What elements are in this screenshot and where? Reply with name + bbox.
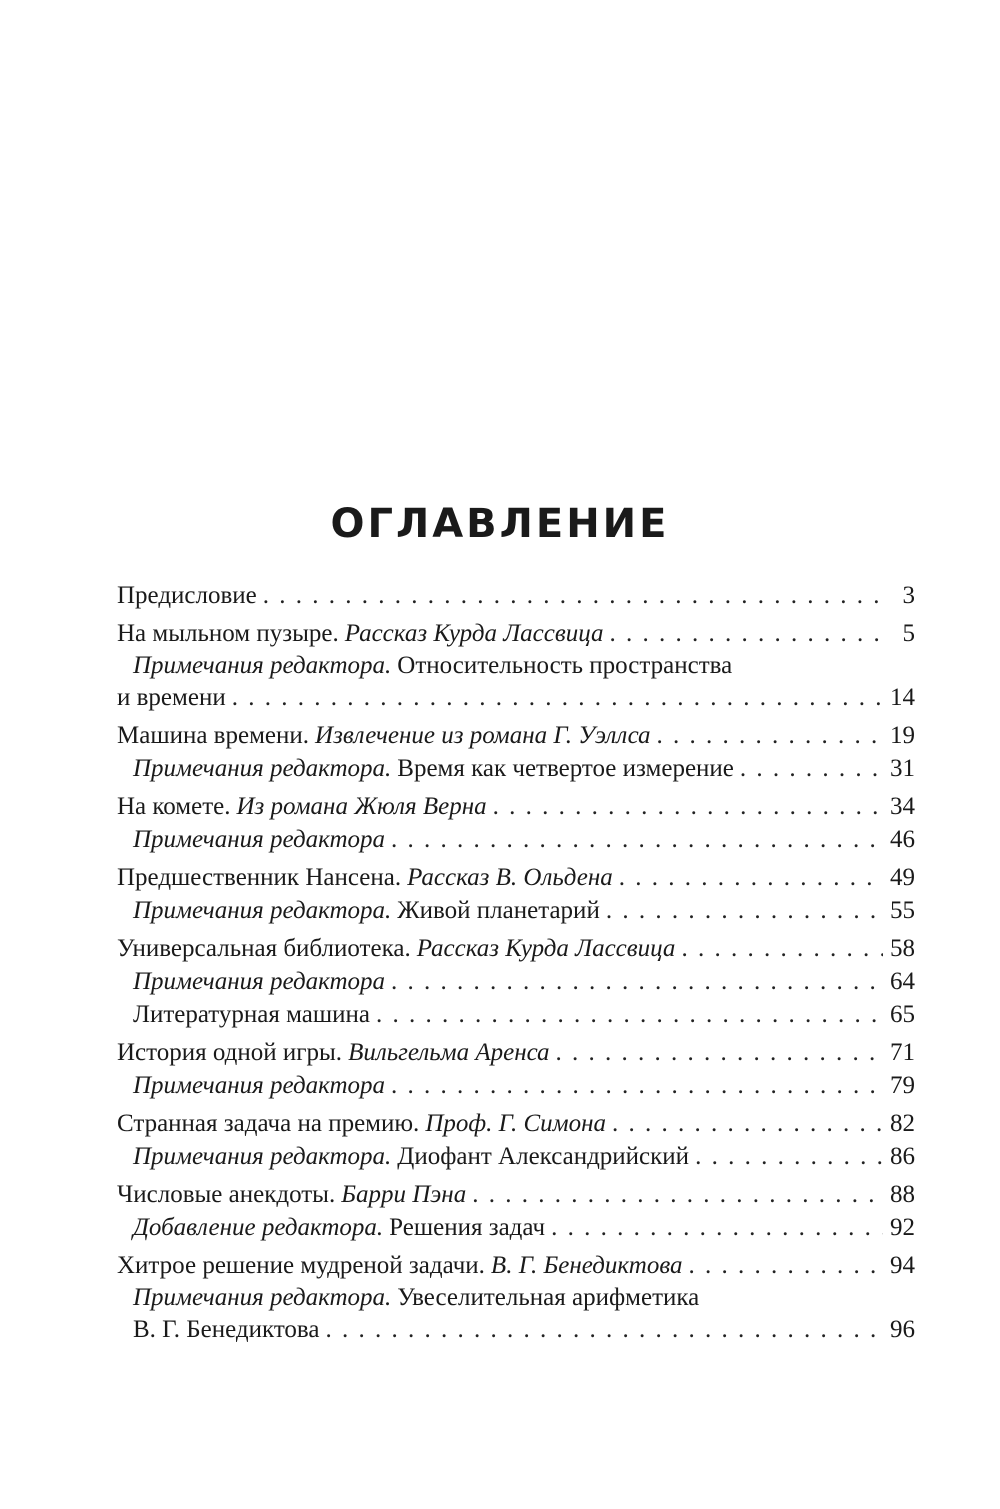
toc-entry-title: Числовые анекдоты. [117,1181,336,1208]
toc-entry-author: Рассказ Курда Лассвица [344,620,604,647]
dot-leader [391,1069,883,1102]
dot-leader [391,965,883,998]
dot-leader [681,932,883,965]
page-number: 71 [890,1039,915,1066]
toc-entry-continuation: и времени [117,684,226,711]
toc-entry-label: Примечания редактора. [133,755,392,782]
page-number: 88 [890,1181,915,1208]
toc-entry-author: Извлечение из романа Г. Уэллса [315,722,651,749]
dot-leader [391,823,883,856]
page-number: 34 [890,793,915,820]
dot-leader [326,1314,884,1346]
toc-entry-label: Примечания редактора [133,968,386,995]
toc-entry-continuation: В. Г. Бенедиктова [133,1316,320,1343]
page-number: 79 [890,1072,915,1099]
dot-leader [556,1036,883,1069]
toc-entry-text: Литературная машина [133,1001,370,1028]
toc-entry-label: Примечания редактора. [133,652,392,679]
toc-entry-note[interactable] [117,1211,915,1244]
page-number: 82 [890,1110,915,1137]
toc-entry-label: Примечания редактора. [133,897,392,924]
page-number: 46 [890,826,915,853]
toc-entry-text: Относительность пространства [397,652,733,679]
toc-entry-chapter[interactable] [117,1249,915,1282]
toc-entry-title: Универсальная библиотека. [117,935,411,962]
toc-entry-title: Предисловие [117,582,257,609]
toc-entry-label: Примечания редактора. [133,1143,392,1170]
toc-entry-title: Машина времени. [117,722,310,749]
toc-entry-chapter[interactable] [117,1178,915,1211]
toc-entry-text: Живой планетарий [397,897,600,924]
page-title: ОГЛАВЛЕНИЕ [330,501,670,547]
dot-leader [606,894,883,927]
toc-entry-label: Примечания редактора [133,826,386,853]
toc-entry-author: В. Г. Бенедиктова [490,1252,683,1279]
page-number: 92 [890,1214,915,1241]
page-number: 65 [890,1001,915,1028]
toc-entry-text: Увеселительная арифметика [397,1284,700,1311]
dot-leader [263,579,883,612]
page-number: 96 [890,1316,915,1343]
toc-entry-author: Барри Пэна [341,1181,467,1208]
page-number: 3 [902,582,915,609]
dot-leader [657,719,883,752]
toc-entry-preface[interactable] [117,579,915,612]
toc-entry-note[interactable] [117,894,915,927]
toc-entry-chapter[interactable] [117,932,915,965]
dot-leader [551,1211,883,1244]
toc-entry-note[interactable] [117,965,915,998]
toc-entry-author: Проф. Г. Симона [425,1110,606,1137]
toc-entry-chapter[interactable] [117,617,915,650]
toc-entry-note-continuation[interactable] [117,1314,915,1346]
toc-entry-label: Примечания редактора. [133,1284,392,1311]
dot-leader [695,1140,883,1173]
toc-entry-author: Рассказ В. Ольдена [407,864,613,891]
dot-leader [610,617,884,650]
table-of-contents [117,579,915,1346]
dot-leader [689,1249,884,1282]
page-number: 31 [890,755,915,782]
toc-entry-note[interactable] [117,998,915,1031]
toc-entry-note[interactable] [117,650,915,682]
page-number: 86 [890,1143,915,1170]
toc-entry-author: Вильгельма Аренса [348,1039,550,1066]
page-number: 58 [890,935,915,962]
toc-entry-text: Решения задач [389,1214,546,1241]
dot-leader [472,1178,883,1211]
page-number: 55 [890,897,915,924]
toc-entry-title: Хитрое решение мудреной задачи. [117,1252,485,1279]
toc-entry-note[interactable] [117,1282,915,1314]
toc-entry-chapter[interactable] [117,790,915,823]
dot-leader [376,998,883,1031]
toc-entry-note-continuation[interactable] [117,682,915,714]
toc-entry-note[interactable] [117,823,915,856]
dot-leader [619,861,883,894]
dot-leader [493,790,883,823]
toc-entry-title: На комете. [117,793,231,820]
page-number: 64 [890,968,915,995]
dot-leader [740,752,883,785]
page-number: 14 [890,684,915,711]
dot-leader [612,1107,883,1140]
page-number: 94 [890,1252,915,1279]
toc-entry-title: Предшественник Нансена. [117,864,402,891]
page-number: 5 [902,620,915,647]
toc-entry-text: Диофант Александрийский [397,1143,690,1170]
toc-entry-note[interactable] [117,1069,915,1102]
toc-entry-author: Из романа Жюля Верна [236,793,487,820]
toc-entry-label: Добавление редактора. [133,1214,384,1241]
toc-entry-author: Рассказ Курда Лассвица [416,935,676,962]
toc-entry-chapter[interactable] [117,1107,915,1140]
toc-entry-chapter[interactable] [117,1036,915,1069]
toc-entry-chapter[interactable] [117,861,915,894]
page-number: 49 [890,864,915,891]
toc-entry-note[interactable] [117,752,915,785]
toc-entry-title: История одной игры. [117,1039,343,1066]
toc-entry-label: Примечания редактора [133,1072,386,1099]
toc-entry-text: Время как четвертое измерение [397,755,734,782]
toc-entry-title: На мыльном пузыре. [117,620,339,647]
page-number: 19 [890,722,915,749]
toc-entry-title: Странная задача на премию. [117,1110,420,1137]
toc-entry-chapter[interactable] [117,719,915,752]
toc-entry-note[interactable] [117,1140,915,1173]
dot-leader [232,682,883,714]
